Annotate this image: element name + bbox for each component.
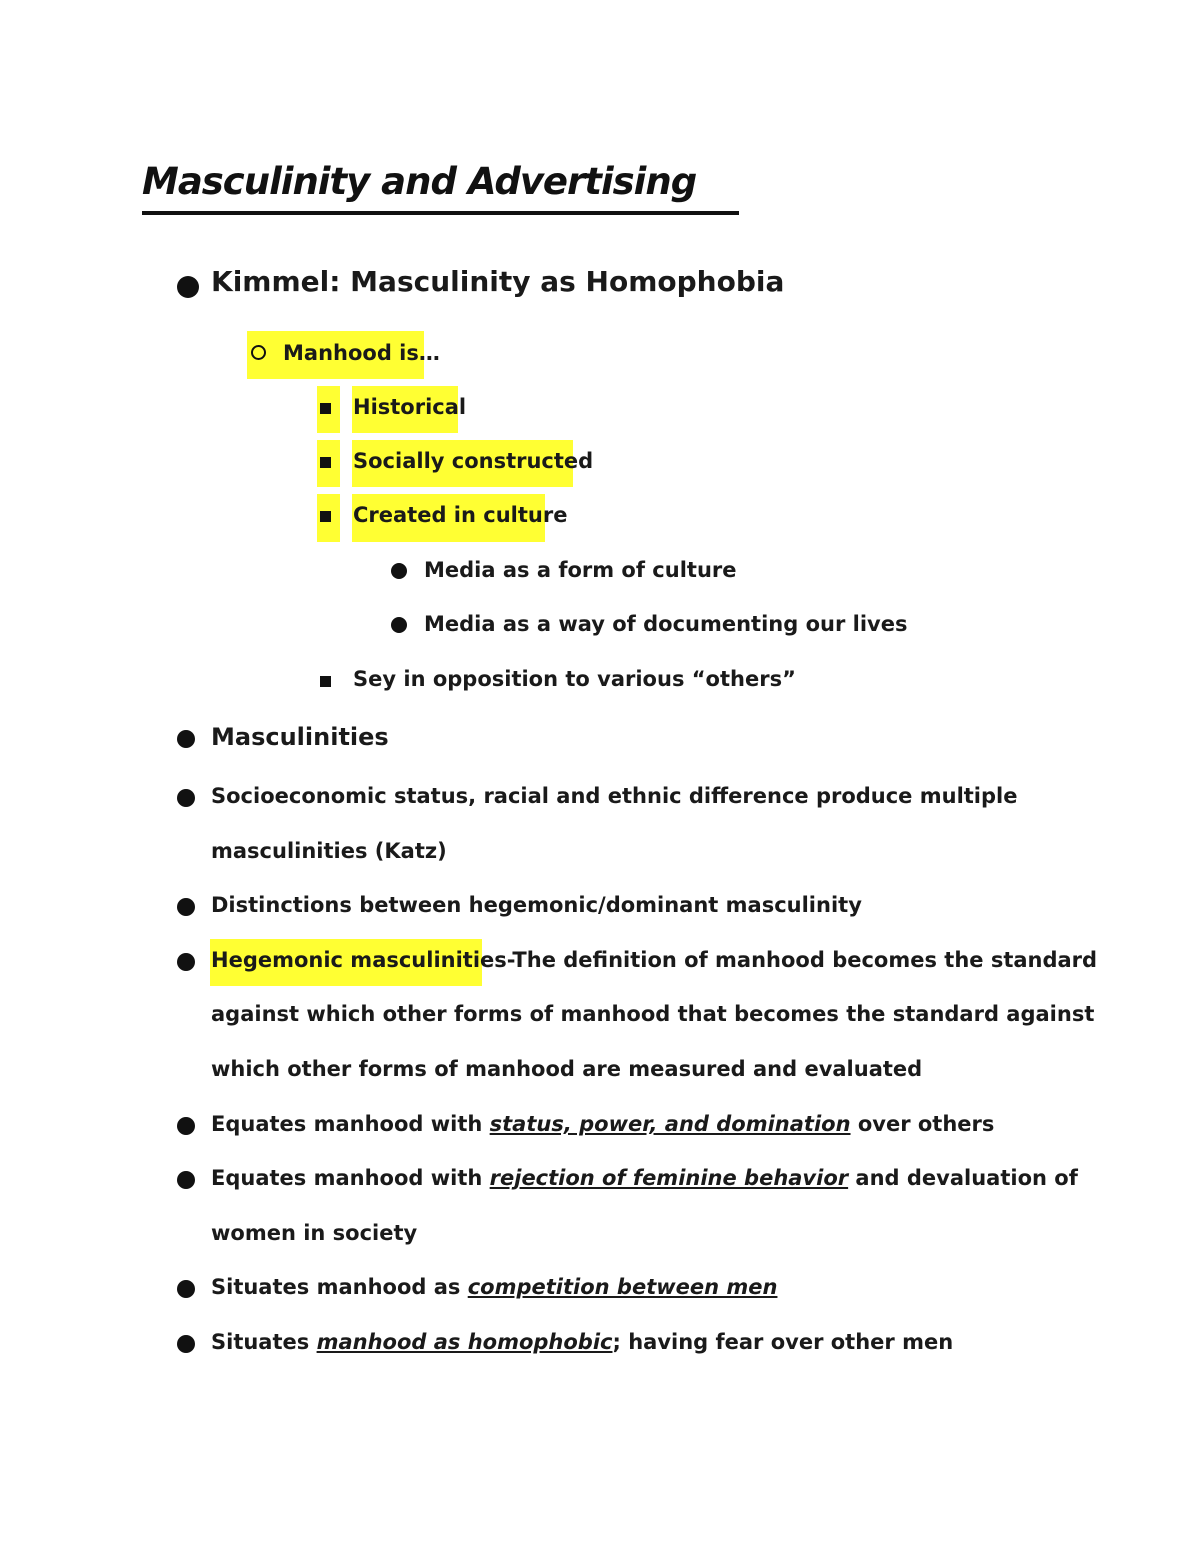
bullet-disc-icon (177, 1280, 195, 1298)
hegemonic-item-cont: against which other forms of manhood that becomes the standard against (211, 1002, 1095, 1026)
masculinities-item: Masculinities (211, 723, 389, 751)
bullet-disc-icon (177, 898, 195, 916)
bullet-square-icon (320, 403, 331, 414)
text-run: over others (850, 1112, 995, 1136)
title-underline (142, 211, 739, 215)
text-run: ; having fear over other men (612, 1330, 954, 1354)
bullet-square-icon (320, 457, 331, 468)
text-run: Situates (211, 1330, 317, 1354)
hegemonic-item (211, 945, 1097, 975)
media-culture-item: Media as a form of culture (424, 558, 737, 582)
equates-rejection-item (211, 1163, 1078, 1193)
text-run: Situates manhood as (211, 1275, 468, 1299)
emphasis-text: status, power, and domination (489, 1112, 851, 1136)
emphasis-text: manhood as homophobic (316, 1330, 613, 1354)
distinctions-item: Distinctions between hegemonic/dominant masculinity (211, 893, 862, 917)
emphasis-text: competition between men (467, 1275, 778, 1299)
bullet-disc-icon (177, 1117, 195, 1135)
text-run: Equates manhood with (211, 1112, 490, 1136)
bullet-square-icon (320, 676, 331, 687)
text-run: Equates manhood with (211, 1166, 490, 1190)
socioeconomic-item-cont: masculinities (Katz) (211, 839, 447, 863)
manhood-is-item: Manhood is… (283, 341, 440, 365)
kimmel-heading: Kimmel: Masculinity as Homophobia (211, 265, 785, 298)
hegemonic-term: Hegemonic masculinities (211, 948, 507, 972)
bullet-disc-icon (177, 730, 195, 748)
equates-status-item (211, 1109, 994, 1139)
bullet-disc-icon (177, 1171, 195, 1189)
opposition-item: Sey in opposition to various “others” (353, 667, 796, 691)
hegemonic-definition: -The definition of manhood becomes the standard (506, 948, 1098, 972)
bullet-disc-icon (391, 563, 407, 579)
hegemonic-item-cont: which other forms of manhood are measured and evaluated (211, 1057, 923, 1081)
created-in-culture-item: Created in culture (353, 503, 568, 527)
situates-competition-item (211, 1272, 777, 1302)
media-documenting-item: Media as a way of documenting our lives (424, 612, 908, 636)
text-run: and devaluation of (848, 1166, 1078, 1190)
bullet-disc-icon (177, 789, 195, 807)
socially-constructed-item: Socially constructed (353, 449, 594, 473)
bullet-disc-icon (177, 1335, 195, 1353)
document-title: Masculinity and Advertising (142, 160, 697, 203)
emphasis-text: rejection of feminine behavior (489, 1166, 849, 1190)
socioeconomic-item: Socioeconomic status, racial and ethnic difference produce multiple (211, 784, 1018, 808)
bullet-circle-icon (251, 345, 266, 360)
bullet-disc-icon (177, 953, 195, 971)
bullet-disc-icon (391, 617, 407, 633)
historical-item: Historical (353, 395, 467, 419)
bullet-disc-icon (177, 276, 199, 298)
situates-homophobic-item (211, 1327, 953, 1357)
equates-rejection-cont: women in society (211, 1221, 418, 1245)
bullet-square-icon (320, 511, 331, 522)
